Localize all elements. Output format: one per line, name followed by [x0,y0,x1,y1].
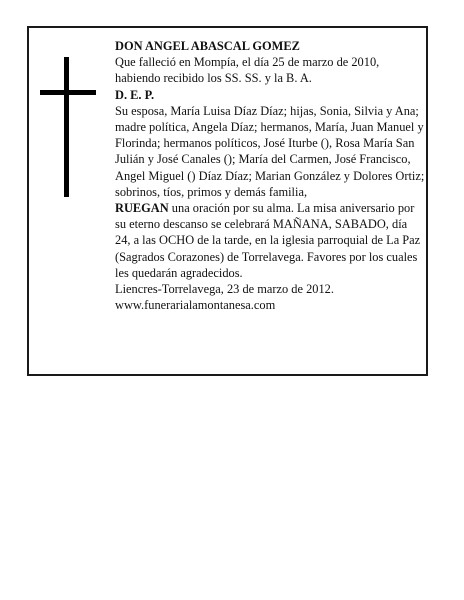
cross-horizontal-bar [40,90,96,95]
ruegan-paragraph [115,200,425,281]
place-date: Liencres-Torrelavega, 23 de marzo de 2012. [115,282,334,297]
obituary-text [115,38,425,313]
family-list: Su esposa, María Luisa Díaz Díaz; hijas, Sonia, Silvia y Ana; madre política, Angela Díaz; hermanos, María, Juan Manuel y Florinda; hermanos políticos, José Iturbe (), Rosa María San Julián y José Canales (); María del Carmen, José Francisco, Angel Miguel () Díaz Díaz; Marian González y Dolores Ortiz; sobrinos, tíos, primos y demás familia, [115,103,425,199]
deceased-name: DON ANGEL ABASCAL GOMEZ [115,39,300,53]
ruegan-text: una oración por su alma. La misa aniversario por su eterno descanso se celebrará MAÑANA, SABADO, día 24, a las OCHO de la tarde, en la iglesia parroquial de La Paz (Sagrados Corazones) de Torrelavega. Favores por los cuales les quedarán agradecidos. [115,201,421,280]
website-link: www.funerarialamontanesa.com [115,298,276,313]
obituary-frame [27,26,428,376]
cross-icon [37,57,101,197]
cross-vertical-bar [64,57,69,197]
ruegan-label: RUEGAN [115,201,169,216]
rest-in-peace: D. E. P. [115,87,155,102]
death-intro: Que falleció en Mompía, el día 25 de marzo de 2010, habiendo recibido los SS. SS. y la B. A. [115,55,380,86]
